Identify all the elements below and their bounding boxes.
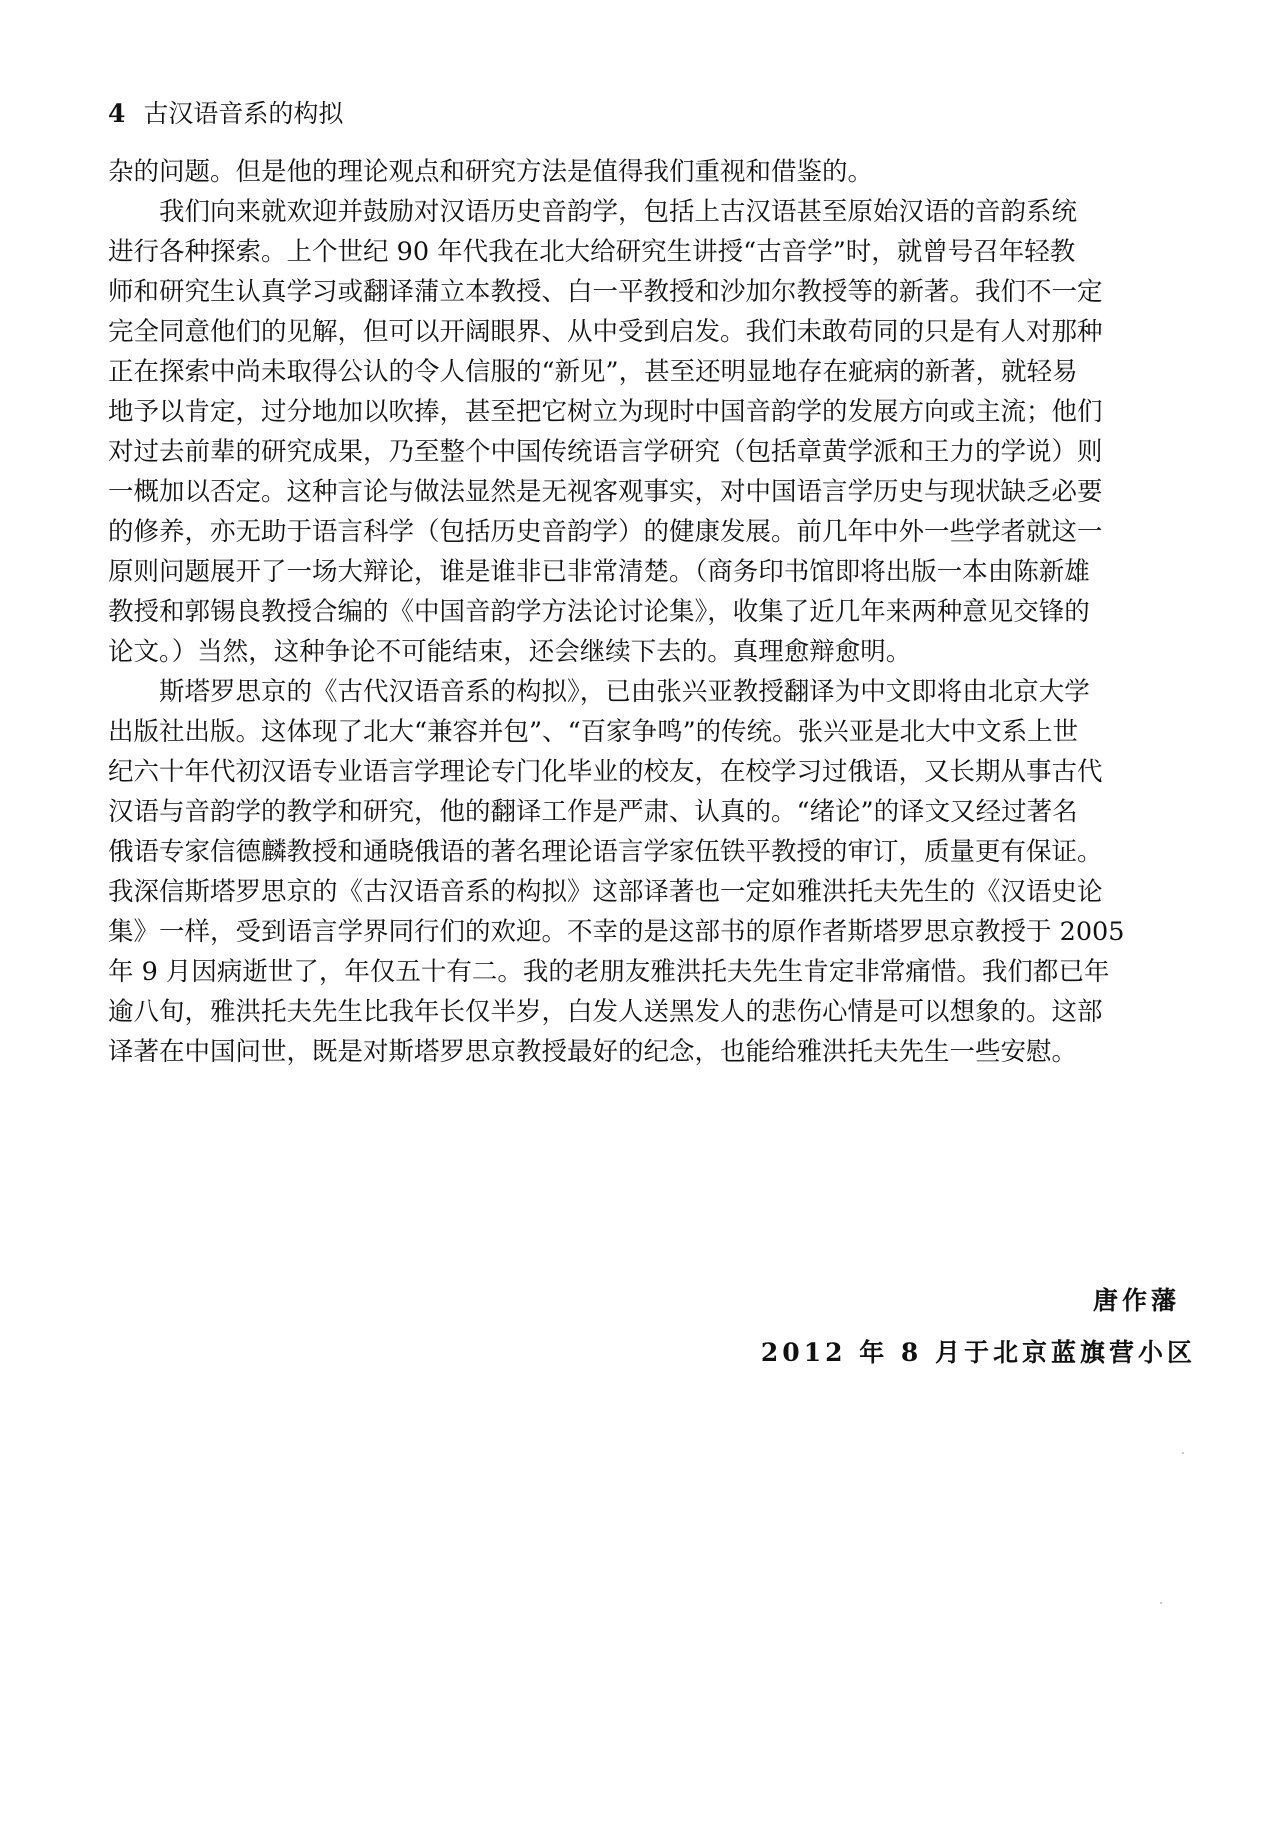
book-title: 古汉语音系的构拟	[143, 99, 344, 128]
text-line: 我们向来就欢迎并鼓励对汉语历史音韵学，包括上古汉语甚至原始汉语的音韵系统	[108, 197, 1078, 227]
scan-speck	[1160, 1602, 1162, 1604]
text-line: 逾八旬，雅洪托夫先生比我年长仅半岁，白发人送黑发人的悲伤心情是可以想象的。这部	[108, 997, 1103, 1027]
signature-date-place: 2012 年 8 月于北京蓝旗营小区	[760, 1338, 1196, 1367]
text-line: 对过去前辈的研究成果，乃至整个中国传统语言学研究（包括章黄学派和王力的学说）则	[108, 437, 1103, 467]
text-line: 完全同意他们的见解，但可以开阔眼界、从中受到启发。我们未敢苟同的只是有人对那种	[108, 317, 1103, 347]
text-line: 汉语与音韵学的教学和研究，他的翻译工作是严肃、认真的。“绪论”的译文又经过著名	[108, 797, 1078, 827]
text-line: 我深信斯塔罗思京的《古汉语音系的构拟》这部译著也一定如雅洪托夫先生的《汉语史论	[108, 877, 1103, 907]
text-line: 杂的问题。但是他的理论观点和研究方法是值得我们重视和借鉴的。	[108, 157, 874, 187]
text-line: 地予以肯定，过分地加以吹捧，甚至把它树立为现时中国音韵学的发展方向或主流；他们	[108, 397, 1103, 427]
text-line: 俄语专家信德麟教授和通晓俄语的著名理论语言学家伍铁平教授的审订，质量更有保证。	[108, 837, 1103, 867]
text-line: 论文。）当然，这种争论不可能结束，还会继续下去的。真理愈辩愈明。	[108, 637, 912, 667]
text-line: 斯塔罗思京的《古代汉语音系的构拟》，已由张兴亚教授翻译为中文即将由北京大学	[108, 677, 1090, 707]
page-number: 4	[108, 99, 126, 128]
text-line: 进行各种探索。上个世纪 90 年代我在北大给研究生讲授“古音学”时，就曾号召年轻教	[108, 237, 1076, 267]
text-line: 的修养，亦无助于语言科学（包括历史音韵学）的健康发展。前几年中外一些学者就这一	[108, 517, 1103, 547]
text-line: 出版社出版。这体现了北大“兼容并包”、“百家争鸣”的传统。张兴亚是北大中文系上世	[108, 717, 1079, 747]
text-line: 教授和郭锡良教授合编的《中国音韵学方法论讨论集》，收集了近几年来两种意见交锋的	[108, 597, 1090, 627]
running-header	[108, 96, 343, 132]
text-line: 集》一样，受到语言学界同行们的欢迎。不幸的是这部书的原作者斯塔罗思京教授于 2005	[108, 917, 1125, 947]
text-line: 正在探索中尚未取得公认的令人信服的“新见”，甚至还明显地存在疵病的新著，就轻易	[108, 357, 1078, 387]
text-line: 年 9 月因病逝世了，年仅五十有二。我的老朋友雅洪托夫先生肯定非常痛惜。我们都已年	[108, 957, 1110, 987]
text-line: 原则问题展开了一场大辩论，谁是谁非已非常清楚。（商务印书馆即将出版一本由陈新雄	[108, 557, 1090, 587]
text-line: 纪六十年代初汉语专业语言学理论专门化毕业的校友，在校学习过俄语，又长期从事古代	[108, 757, 1103, 787]
text-line: 译著在中国问世，既是对斯塔罗思京教授最好的纪念，也能给雅洪托夫先生一些安慰。	[108, 1037, 1078, 1067]
author-signature: 唐作藩	[1092, 1286, 1180, 1315]
text-line: 师和研究生认真学习或翻译蒲立本教授、白一平教授和沙加尔教授等的新著。我们不一定	[108, 277, 1103, 307]
scan-speck	[1182, 1452, 1184, 1454]
text-line: 一概加以否定。这种言论与做法显然是无视客观事实，对中国语言学历史与现状缺乏必要	[108, 477, 1103, 507]
